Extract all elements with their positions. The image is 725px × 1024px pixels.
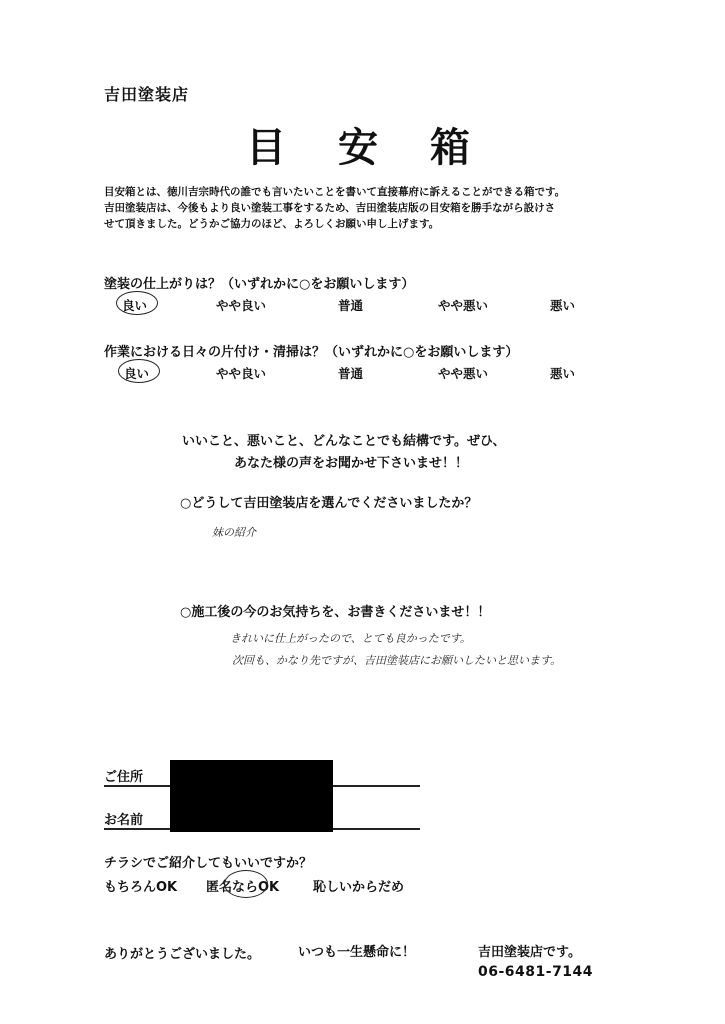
q1-option-good[interactable]: 良い: [122, 298, 148, 313]
q2-question: 作業における日々の片付け・清掃は？（いずれかに○をお願いします）: [104, 345, 519, 360]
flyer-option-anonymous[interactable]: 匿名ならOK: [206, 880, 280, 895]
redaction-block: [170, 760, 333, 832]
q2-option-good[interactable]: 良い: [124, 366, 150, 381]
q2-option-bad[interactable]: 悪い: [550, 366, 576, 381]
q1-option-bad[interactable]: 悪い: [550, 298, 576, 313]
q4-answer-line-1[interactable]: きれいに仕上がったので、とても良かったです。: [230, 632, 471, 645]
q3-answer[interactable]: 妹の紹介: [212, 526, 256, 539]
message-line-1: いいこと、悪いこと、どんなことでも結構です。ぜひ、: [182, 434, 506, 449]
q2-selected-circle: [118, 359, 160, 383]
shop-name: 吉田塗装店: [104, 85, 190, 104]
q1-question: 塗装の仕上がりは？（いずれかに○をお願いします）: [104, 277, 415, 292]
footer-shop: 吉田塗装店です。: [478, 945, 581, 960]
q2-option-average[interactable]: 普通: [338, 366, 364, 381]
footer-phone: 06-6481-7144: [478, 964, 594, 980]
q2-option-fairly-good[interactable]: やや良い: [216, 366, 267, 381]
footer-motto: いつも一生懸命に！: [298, 945, 416, 960]
q1-option-fairly-good[interactable]: やや良い: [216, 298, 267, 313]
q3-question: ○どうして吉田塗装店を選んでくださいましたか？: [180, 496, 478, 511]
q4-question: ○施工後の今のお気持ちを、お書きくださいませ！！: [180, 605, 491, 620]
address-label: ご住所: [104, 770, 144, 785]
message-line-2: あなた様の声をお聞かせ下さいませ！！: [234, 456, 469, 471]
flyer-option-no[interactable]: 恥しいからだめ: [313, 880, 405, 895]
q1-option-average[interactable]: 普通: [338, 298, 364, 313]
intro-line-3: せて頂きました。どうかご協力のほど、よろしくお願い申し上げます。: [104, 218, 440, 230]
flyer-selected-circle: [224, 870, 268, 898]
page-title: 目安箱: [246, 125, 522, 171]
q1-option-fairly-bad[interactable]: やや悪い: [438, 298, 489, 313]
intro-line-1: 目安箱とは、徳川吉宗時代の誰でも言いたいことを書いて直接幕府に訴えることができる箱です。: [104, 186, 566, 198]
name-label: お名前: [104, 813, 144, 828]
q1-selected-circle: [116, 291, 158, 315]
intro-line-2: 吉田塗装店は、今後もより良い塗装工事をするため、吉田塗装店版の目安箱を勝手ながら設けさ: [104, 202, 556, 214]
q2-option-fairly-bad[interactable]: やや悪い: [438, 366, 489, 381]
flyer-question: チラシでご紹介してもいいですか？: [104, 856, 313, 871]
q4-answer-line-2[interactable]: 次回も、かなり先ですが、吉田塗装店にお願いしたいと思います。: [232, 654, 562, 667]
flyer-option-ok[interactable]: もちろんOK: [104, 880, 178, 895]
footer-thanks: ありがとうございました。: [104, 947, 261, 962]
